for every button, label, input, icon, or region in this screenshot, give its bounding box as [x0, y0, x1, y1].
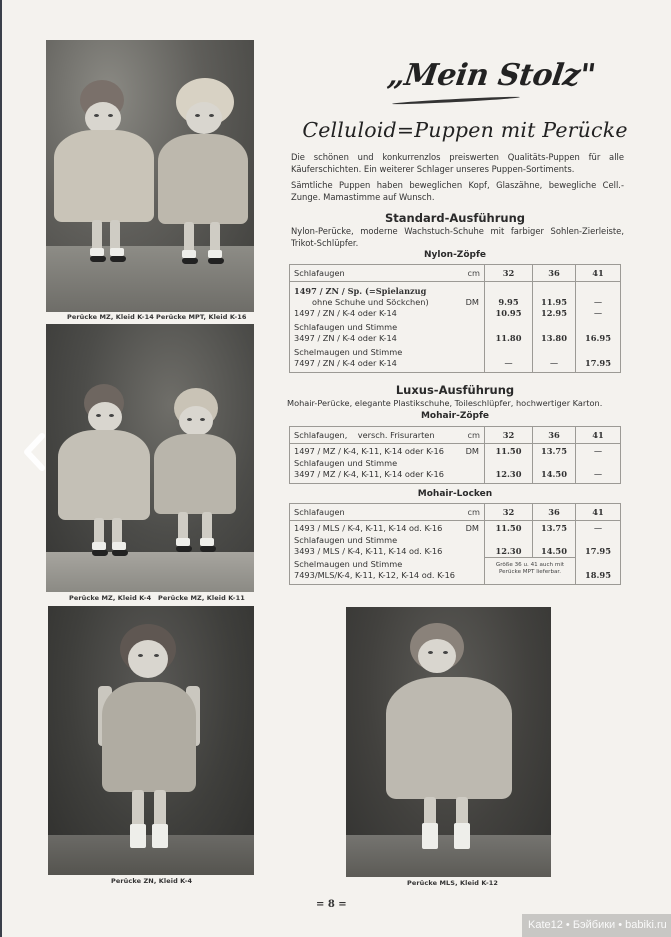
subsection-title-mohair-zoepfe: Mohair-Zöpfe [420, 411, 490, 421]
photo-dolls-mz-mz [46, 324, 254, 592]
page-number: = 8 = [316, 899, 347, 910]
watermark: Kate12 • Бэйбики • babiki.ru [522, 914, 671, 937]
features-paragraph: Sämtliche Puppen haben beweglichen Kopf, Glaszähne, bewegliche Cell.-Zunge. Mamastimme auf Wunsch. [291, 180, 624, 202]
photo-caption: Perücke MZ, Kleid K-14 [67, 313, 154, 321]
table-row: Schelmaugen und Stimme 7497 / ZN / K-4 oder K-14 — — 17.95 [290, 344, 621, 373]
photo-doll-mls [346, 607, 551, 877]
photo-caption: Perücke MZ, Kleid K-4 [69, 594, 152, 602]
subsection-title-mohair-locken: Mohair-Locken [417, 489, 493, 499]
section-title-standard: Standard-Ausführung [385, 211, 525, 225]
viewer-edge [0, 0, 2, 937]
table-row: Schelmaugen und Stimme 7493/MLS/K-4, K-11, K-12, K-14 od. K-16 Größe 36 u. 41 auch mit Perücke MPT lieferbar. 18.95 [290, 557, 621, 585]
standard-description: Nylon-Perücke, moderne Wachstuch-Schuhe mit farbiger Sohlen-Zierleiste, Trikot-Schlüpfer. [291, 226, 624, 248]
table-row: 1497 / ZN / K-4 oder K-14 10.95 12.95 — [290, 308, 621, 319]
table-row: Schlafaugen und Stimme 3493 / MLS / K-4, K-11, K-14 od. K-16 12.30 14.50 17.95 [290, 534, 621, 557]
brand-underline [392, 96, 520, 106]
subsection-title-nylon: Nylon-Zöpfe [424, 250, 486, 260]
photo-caption: Perücke MPT, Kleid K-16 [156, 313, 247, 321]
chevron-left-icon [22, 432, 48, 472]
page-title: Celluloid=Puppen mit Perücke [302, 118, 628, 142]
table-row: 1497 / ZN / Sp. (=Spielanzug ohne Schuhe und Söckchen) DM 9.95 11.95 — [290, 282, 621, 309]
previous-page-button[interactable] [22, 432, 48, 472]
photo-caption: Perücke MLS, Kleid K-12 [407, 879, 499, 887]
table-row: 1493 / MLS / K-4, K-11, K-14 od. K-16 DM 11.50 13.75 — [290, 521, 621, 535]
table-row: 1497 / MZ / K-4, K-11, K-14 oder K-16 DM 11.50 13.75 — [290, 444, 621, 458]
photo-caption: Perücke ZN, Kleid K-4 [111, 877, 193, 885]
photo-doll-zn [48, 606, 254, 875]
price-table-nylon: Schlafaugen cm 32 36 41 1497 / ZN / Sp. (=Spielanzug ohne Schuhe und Söckchen) DM 9.95 11.95 — 1497 / ZN / K-4 oder K-14 10.95 12.95 — Schlafaugen und Stimme 3497 / ZN / K-4 oder K-14 11.80 13.80 16.95 Schelmaugen und Stimme 7497 / ZN / K-4 oder K-14 — — 17.95 [289, 264, 621, 373]
photo-caption: Perücke MZ, Kleid K-11 [158, 594, 245, 602]
luxus-description: Mohair-Perücke, elegante Plastikschuhe, Toileschlüpfer, hochwertiger Karton. [287, 398, 603, 408]
table-row: Schlafaugen und Stimme 3497 / MZ / K-4, K-11, K-14 oder K-16 12.30 14.50 — [290, 457, 621, 484]
header-label: Schlafaugen [294, 268, 345, 278]
photo-dolls-mz-mpt [46, 40, 254, 312]
brand-logo: „Mein Stolz" [385, 58, 598, 93]
table-row: Schlafaugen und Stimme 3497 / ZN / K-4 oder K-14 11.80 13.80 16.95 [290, 319, 621, 344]
section-title-luxus: Luxus-Ausführung [395, 383, 515, 397]
price-table-mohair-zoepfe: Schlafaugen, versch. Frisurarten cm 32 36 41 1497 / MZ / K-4, K-11, K-14 oder K-16 DM 11.50 13.75 — Schlafaugen und Stimme 3497 / MZ / K-4, K-11, K-14 oder K-16 12.30 14.50 — [289, 426, 621, 484]
price-table-mohair-locken: Schlafaugen cm 32 36 41 1493 / MLS / K-4, K-11, K-14 od. K-16 DM 11.50 13.75 — Schlafaugen und Stimme 3493 / MLS / K-4, K-11, K-14 od. K-16 12.30 14.50 17.95 Schelmaugen und Stimme 7493/MLS/K-4, K-11, K-12, K-14 od. K-16 Größe 36 u. 41 auch mit Perücke MPT lieferbar. 18.95 [289, 503, 621, 585]
intro-paragraph: Die schönen und konkurrenzlos preiswerten Qualitäts-Puppen für alle Käuferschichten. Ein weiterer Schlager unseres Puppen-Sortiments. [291, 152, 624, 174]
size-note: Größe 36 u. 41 auch mit Perücke MPT lieferbar. [485, 557, 576, 585]
